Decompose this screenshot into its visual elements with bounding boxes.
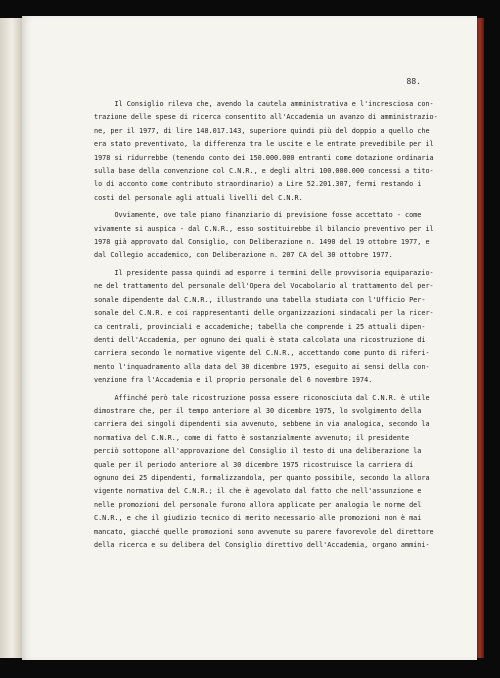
text-line: sonale del C.N.R. e coi rappresentanti delle organizzazioni sindacali per la ricer- [94, 309, 434, 318]
paragraph [94, 98, 438, 205]
text-line: Affinché però tale ricostruzione possa essere riconosciuta dal C.N.R. è utile [94, 393, 430, 402]
text-line: vivamente si auspica - dal C.N.R., esso sostituirebbe il bilancio preventivo per il [94, 224, 434, 233]
text-line: costi del personale agli attuali livelli del C.N.R. [94, 193, 303, 202]
text-line: normativa del C.N.R., come di fatto è sostanzialmente avvenuto; il presidente [94, 433, 410, 442]
text-line: mancato, giacché quelle promozioni sono avvenute su parere favorevole del direttore [94, 527, 434, 536]
text-line: 1978 già approvato dal Consiglio, con Deliberazione n. 1490 del 19 ottobre 1977, e [94, 238, 430, 247]
text-line: Il presidente passa quindi ad esporre i termini delle provvisoria equiparazio- [94, 268, 434, 277]
text-line: era stato preventivato, la differenza tra le uscite e le entrate prevedibile per il [94, 140, 434, 149]
text-line: nelle promozioni del personale furono allora applicate per analogia le norme del [94, 500, 422, 509]
text-line: sulla base della convenzione col C.N.R., e degli altri 100.000.000 concessi a tito- [94, 167, 434, 176]
text-line: venzione fra l'Accademia e il proprio personale del 6 novembre 1974. [94, 376, 373, 385]
text-line: della ricerca e su delibera del Consiglio direttivo dell'Accademia, organo ammini- [94, 541, 430, 549]
book-cover-edge-right [476, 18, 484, 658]
paragraph [94, 267, 434, 388]
text-line: sonale dipendente dal C.N.R., illustrando una tabella studiata con l'Ufficio Per- [94, 295, 426, 304]
text-line: perciò sottopone all'approvazione del Consiglio il testo di una deliberazione la [94, 447, 422, 456]
text-line: Ovviamente, ove tale piano finanziario di previsione fosse accettato - come [94, 211, 422, 220]
text-line: ognuno dei 25 dipendenti, formalizzandola, per quanto possibile, secondo la allora [94, 473, 430, 482]
text-line: carriera dei singoli dipendenti sia avvenuto, sebbene in via analogica, secondo la [94, 420, 430, 429]
text-line: quale per il periodo anteriore al 30 dicembre 1975 ricostruisce la carriera di [94, 460, 414, 469]
text-line: dimostrare che, per il tempo anteriore al 30 dicembre 1975, lo svolgimento della [94, 406, 422, 415]
text-line: trazione delle spese di ricerca consentito all'Accademia un avanzo di amministrazio- [94, 113, 438, 122]
text-line: dal Collegio accademico, con Deliberazione n. 207 CA del 30 ottobre 1977. [94, 251, 393, 260]
text-line: carriera secondo le normative vigente del C.N.R., accettando come punto di riferi- [94, 349, 430, 358]
text-line: vigente normativa del C.N.R.; il che è agevolato dal fatto che nell'assunzione e [94, 487, 422, 496]
paragraph [94, 209, 434, 263]
text-line: ne, per il 1977, di lire 148.017.143, superiore quindi più del doppio a quello che [94, 126, 430, 135]
text-line: Il Consiglio rileva che, avendo la cautela amministrativa e l'incresciosa con- [94, 100, 434, 108]
text-line: ca centrali, provinciali e accademiche; tabella che comprende i 25 attuali dipen- [94, 322, 426, 331]
book-page-edges-left [0, 18, 22, 658]
text-line: 1978 si ridurrebbe (tenendo conto dei 150.000.000 entranti come dotazione ordinaria [94, 153, 434, 162]
document-body [94, 98, 438, 556]
paragraph [94, 392, 434, 553]
text-line: mento l'inquadramento alla data del 30 dicembre 1975, eseguito ai sensi della con- [94, 362, 430, 371]
page-number: 88. [406, 77, 421, 86]
text-line: ne del trattamento del personale dell'Opera del Vocabolario al trattamento del per- [94, 282, 434, 291]
text-line: lo di acconto come contributo straordinario) a Lire 52.201.307, fermi restando i [94, 180, 422, 189]
text-line: denti dell'Accademia, per ognuno dei quali è stata calcolata una ricostruzione di [94, 335, 426, 344]
text-line: C.N.R., e che il giudizio tecnico di merito necessario alle promozioni non è mai [94, 514, 422, 523]
